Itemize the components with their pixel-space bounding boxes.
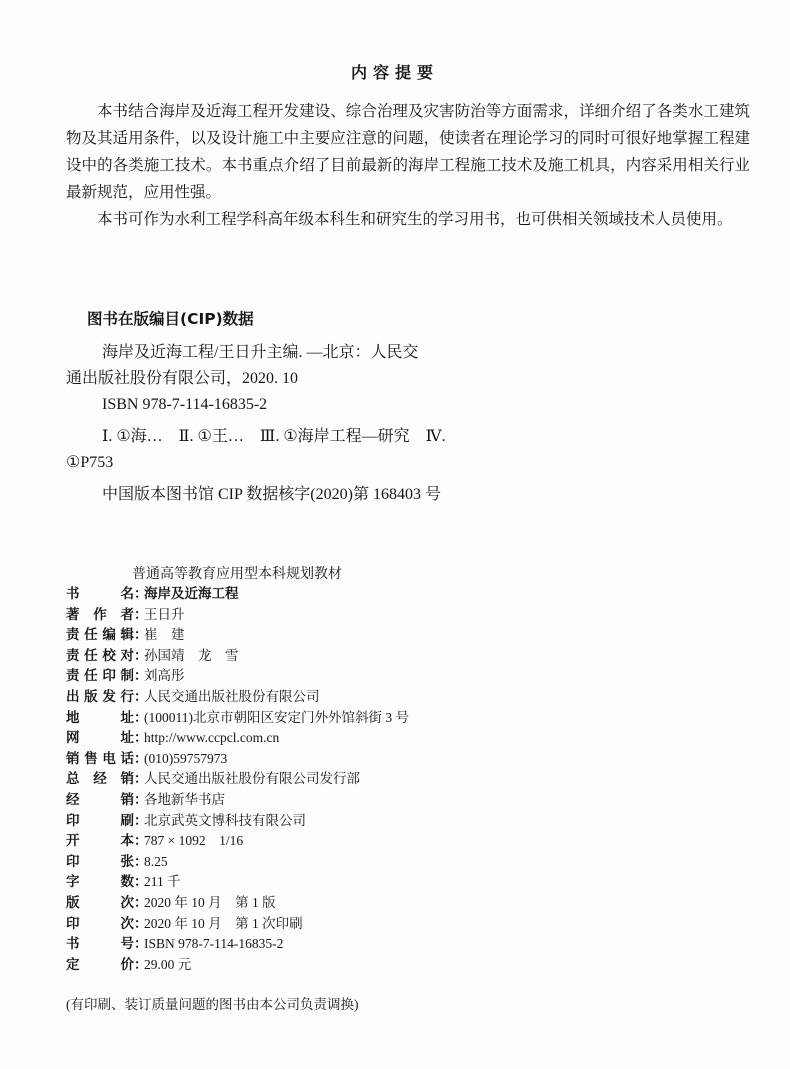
- credit-label: 定价: [66, 956, 134, 973]
- credit-label: 总经销: [66, 771, 134, 788]
- credit-value: 787 × 1092 1/16: [144, 833, 244, 849]
- credit-row: [66, 625, 409, 646]
- credit-row: [66, 666, 409, 687]
- credit-colon: ：: [134, 833, 148, 850]
- credit-value: 孙国靖 龙 雪: [144, 647, 239, 663]
- credit-value: 2020 年 10 月 第 1 次印刷: [144, 915, 303, 931]
- credit-label: 书名: [66, 586, 134, 602]
- credit-label: 经销: [66, 791, 134, 808]
- cip-isbn: ISBN 978-7-114-16835-2: [102, 396, 268, 413]
- credit-value: 王日升: [144, 606, 185, 622]
- credit-colon: ：: [134, 894, 148, 911]
- credit-label: 责任编辑: [66, 627, 134, 644]
- credit-value: 29.00 元: [144, 956, 192, 972]
- credit-colon: ：: [134, 647, 148, 664]
- credit-label: 地址: [66, 709, 134, 726]
- cip-title-line: 通出版社股份有限公司，2020. 10: [66, 370, 299, 387]
- credit-colon: ：: [134, 586, 148, 602]
- credit-row: [66, 852, 409, 873]
- cip-heading: 图书在版编目(CIP)数据: [87, 310, 254, 328]
- credit-row: [66, 605, 409, 626]
- credit-row: [66, 687, 409, 708]
- quality-note: (有印刷、装订质量问题的图书由本公司负责调换): [66, 997, 359, 1012]
- credit-row: [66, 831, 409, 852]
- credit-value: ISBN 978-7-114-16835-2: [144, 936, 284, 952]
- cip-classification: ①P753: [66, 454, 114, 471]
- credit-label: 版次: [66, 894, 134, 911]
- credit-colon: ：: [134, 853, 148, 870]
- credit-colon: ：: [134, 791, 148, 808]
- credit-colon: ：: [134, 956, 148, 973]
- credit-row: [66, 893, 409, 914]
- credits-list: [66, 584, 409, 975]
- credit-label: 印张: [66, 853, 134, 870]
- cip-record: [66, 340, 496, 508]
- credit-value: 人民交通出版社股份有限公司发行部: [144, 771, 360, 787]
- credit-label: 字数: [66, 874, 134, 891]
- credit-label: 开本: [66, 833, 134, 850]
- cip-record-number: 中国版本图书馆 CIP 数据核字(2020)第 168403 号: [102, 486, 441, 503]
- cip-classification: Ⅰ. ①海… Ⅱ. ①王… Ⅲ. ①海岸工程—研究 Ⅳ.: [102, 428, 446, 445]
- credit-colon: ：: [134, 606, 148, 623]
- credit-colon: ：: [134, 730, 148, 747]
- credit-value: 各地新华书店: [144, 791, 225, 807]
- credit-row: [66, 955, 409, 976]
- credit-value: 2020 年 10 月 第 1 版: [144, 894, 276, 910]
- credit-label: 责任印制: [66, 668, 134, 685]
- series-name: 普通高等教育应用型本科规划教材: [132, 567, 342, 582]
- credit-row: [66, 708, 409, 729]
- credit-label: 书号: [66, 936, 134, 953]
- credit-row: [66, 646, 409, 667]
- credit-value: 8.25: [144, 853, 168, 869]
- credit-row: [66, 934, 409, 955]
- credit-row: [66, 872, 409, 893]
- credit-row: [66, 584, 409, 605]
- credit-value: 211 千: [144, 874, 181, 890]
- credit-value: (010)59757973: [144, 750, 228, 766]
- credit-colon: ：: [134, 668, 148, 685]
- credit-colon: ：: [134, 812, 148, 829]
- credit-value: 人民交通出版社股份有限公司: [144, 688, 320, 704]
- credit-colon: ：: [134, 688, 148, 705]
- summary-paragraph: 本书可作为水利工程学科高年级本科生和研究生的学习用书，也可供相关领域技术人员使用。: [97, 210, 733, 228]
- credit-colon: ：: [134, 936, 148, 953]
- credit-colon: ：: [134, 915, 148, 932]
- credit-label: 网址: [66, 730, 134, 747]
- credit-row: [66, 749, 409, 770]
- credit-label: 印次: [66, 915, 134, 932]
- credit-row: [66, 914, 409, 935]
- credit-value: 海岸及近海工程: [144, 586, 239, 602]
- credit-colon: ：: [134, 874, 148, 891]
- credit-label: 责任校对: [66, 647, 134, 664]
- credit-row: [66, 790, 409, 811]
- credit-label: 印刷: [66, 812, 134, 829]
- credit-value: 刘高彤: [144, 668, 185, 684]
- credit-row: [66, 728, 409, 749]
- credit-value[interactable]: http://www.ccpcl.com.cn: [144, 730, 280, 746]
- credit-label: 出版发行: [66, 688, 134, 705]
- summary-paragraph: 本书结合海岸及近海工程开发建设、综合治理及灾害防治等方面需求，详细介绍了各类水工建筑物及其适用条件，以及设计施工中主要应注意的问题，使读者在理论学习的同时可很好地掌握工程建设中的各类施工技术。本书重点介绍了目前最新的海岸工程施工技术及施工机具，内容采用相关行业最新规范，应用性强。: [66, 102, 750, 201]
- credit-label: 著作者: [66, 606, 134, 623]
- credit-label: 销售电话: [66, 750, 134, 767]
- credit-colon: ：: [134, 771, 148, 788]
- credit-colon: ：: [134, 750, 148, 767]
- credit-value: 北京武英文博科技有限公司: [144, 812, 306, 828]
- credit-value: (100011)北京市朝阳区安定门外外馆斜街 3 号: [144, 709, 409, 725]
- credit-row: [66, 769, 409, 790]
- credit-row: [66, 811, 409, 832]
- summary-title: 内容提要: [350, 63, 439, 82]
- credit-colon: ：: [134, 709, 148, 726]
- credit-colon: ：: [134, 627, 148, 644]
- cip-title-line: 海岸及近海工程/王日升主编. —北京：人民交: [102, 344, 419, 361]
- summary-text: [66, 98, 750, 233]
- credit-value: 崔 建: [144, 627, 185, 643]
